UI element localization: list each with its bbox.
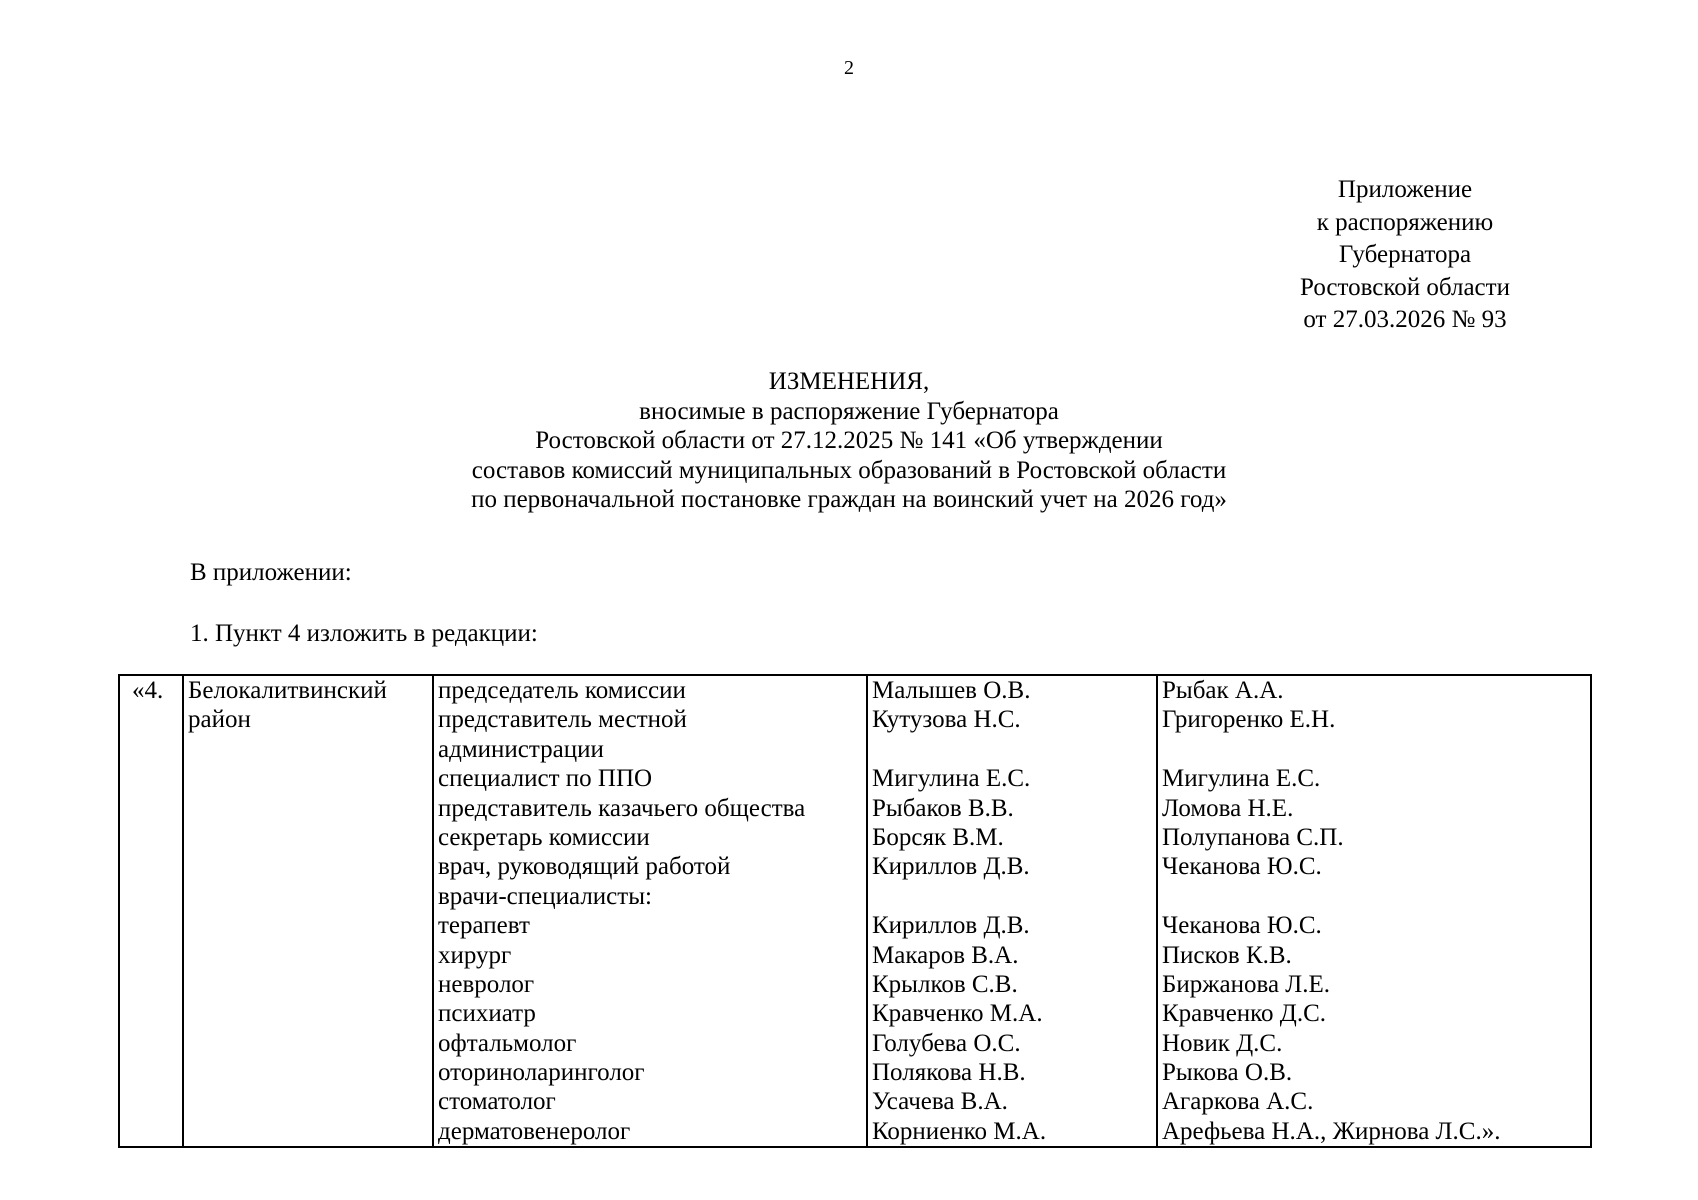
role: специалист по ППО bbox=[438, 765, 653, 793]
title-line: вносимые в распоряжение Губернатора bbox=[639, 397, 1059, 425]
document-title bbox=[0, 367, 1698, 515]
reserve-member bbox=[1162, 735, 1586, 764]
title-line: ИЗМЕНЕНИЯ, bbox=[768, 368, 930, 395]
member: Голубева О.С. bbox=[872, 1029, 1021, 1057]
title-line: по первоначальной постановке граждан на воинский учет на 2026 год» bbox=[471, 486, 1227, 513]
reserve-member: Мигулина Е.С. bbox=[1162, 765, 1321, 793]
member-column bbox=[867, 675, 1157, 1147]
item-number: «4. bbox=[132, 677, 164, 704]
role: стоматолог bbox=[438, 1088, 556, 1116]
role: психиатр bbox=[438, 1000, 536, 1028]
district-cell bbox=[183, 675, 433, 1147]
member: Кириллов Д.В. bbox=[872, 853, 1030, 881]
table-row bbox=[119, 675, 1591, 1147]
reserve-member: Ломова Н.Е. bbox=[1162, 794, 1294, 822]
reserve-member: Новик Д.С. bbox=[1162, 1029, 1283, 1057]
reserve-member: Рыкова О.В. bbox=[1162, 1059, 1293, 1087]
member: Полякова Н.В. bbox=[872, 1059, 1026, 1087]
intro-paragraph: В приложении: bbox=[190, 559, 352, 586]
role: представитель казачьего общества bbox=[438, 794, 806, 822]
role: врачи-специалисты: bbox=[438, 882, 652, 910]
member: Кутузова Н.С. bbox=[872, 706, 1021, 734]
intro-item: 1. Пункт 4 изложить в редакции: bbox=[190, 620, 538, 647]
role: оториноларинголог bbox=[438, 1059, 645, 1087]
appendix-line: Ростовской области bbox=[1300, 273, 1510, 301]
role: офтальмолог bbox=[438, 1029, 577, 1057]
reserve-member: Чеканова Ю.С. bbox=[1162, 912, 1322, 940]
reserve-member: Кравченко Д.С. bbox=[1162, 1000, 1327, 1028]
appendix-line: от 27.03.2026 № 93 bbox=[1303, 306, 1507, 333]
member: Кириллов Д.В. bbox=[872, 912, 1030, 940]
member: Корниенко М.А. bbox=[872, 1117, 1047, 1145]
reserve-member: Агаркова А.С. bbox=[1162, 1088, 1314, 1116]
reserve-member: Биржанова Л.Е. bbox=[1162, 970, 1331, 998]
member bbox=[872, 882, 1152, 911]
member: Мигулина Е.С. bbox=[872, 765, 1031, 793]
role: врач, руководящий работой bbox=[438, 853, 731, 881]
role: председатель комиссии bbox=[438, 677, 686, 704]
role: секретарь комиссии bbox=[438, 823, 650, 851]
role: администрации bbox=[438, 735, 604, 763]
reserve-member bbox=[1162, 882, 1586, 911]
reserve-member: Рыбак А.А. bbox=[1162, 677, 1284, 704]
reserve-column bbox=[1157, 675, 1591, 1147]
title-line: составов комиссий муниципальных образований в Ростовской области bbox=[471, 456, 1227, 484]
reserve-member: Чеканова Ю.С. bbox=[1162, 853, 1322, 881]
reserve-member: Писков К.В. bbox=[1162, 941, 1292, 969]
role-column bbox=[433, 675, 867, 1147]
role: хирург bbox=[438, 941, 512, 969]
page-number: 2 bbox=[844, 57, 854, 79]
member: Рыбаков В.В. bbox=[872, 794, 1014, 822]
appendix-line: к распоряжению bbox=[1316, 208, 1494, 236]
member: Крылков С.В. bbox=[872, 970, 1018, 998]
member bbox=[872, 735, 1152, 764]
role: невролог bbox=[438, 970, 535, 998]
appendix-block bbox=[1245, 174, 1565, 337]
appendix-line: Губернатора bbox=[1338, 241, 1472, 268]
district-line: Белокалитвинский bbox=[188, 677, 387, 704]
member: Макаров В.А. bbox=[872, 941, 1019, 969]
reserve-member: Арефьева Н.А., Жирнова Л.С.». bbox=[1162, 1117, 1501, 1145]
member: Усачева В.А. bbox=[872, 1088, 1008, 1116]
role: дерматовенеролог bbox=[438, 1117, 631, 1145]
item-number-cell bbox=[119, 675, 183, 1147]
title-line: Ростовской области от 27.12.2025 № 141 «Об утверждении bbox=[535, 427, 1163, 454]
district-line: район bbox=[188, 706, 251, 734]
member: Малышев О.В. bbox=[872, 677, 1031, 704]
commission-table bbox=[118, 674, 1592, 1148]
reserve-member: Григоренко Е.Н. bbox=[1162, 706, 1336, 734]
reserve-member: Полупанова С.П. bbox=[1162, 823, 1344, 851]
member: Борсяк В.М. bbox=[872, 823, 1004, 851]
role: терапевт bbox=[438, 912, 530, 940]
appendix-line: Приложение bbox=[1337, 176, 1473, 203]
member: Кравченко М.А. bbox=[872, 1000, 1043, 1028]
role: представитель местной bbox=[438, 706, 687, 734]
